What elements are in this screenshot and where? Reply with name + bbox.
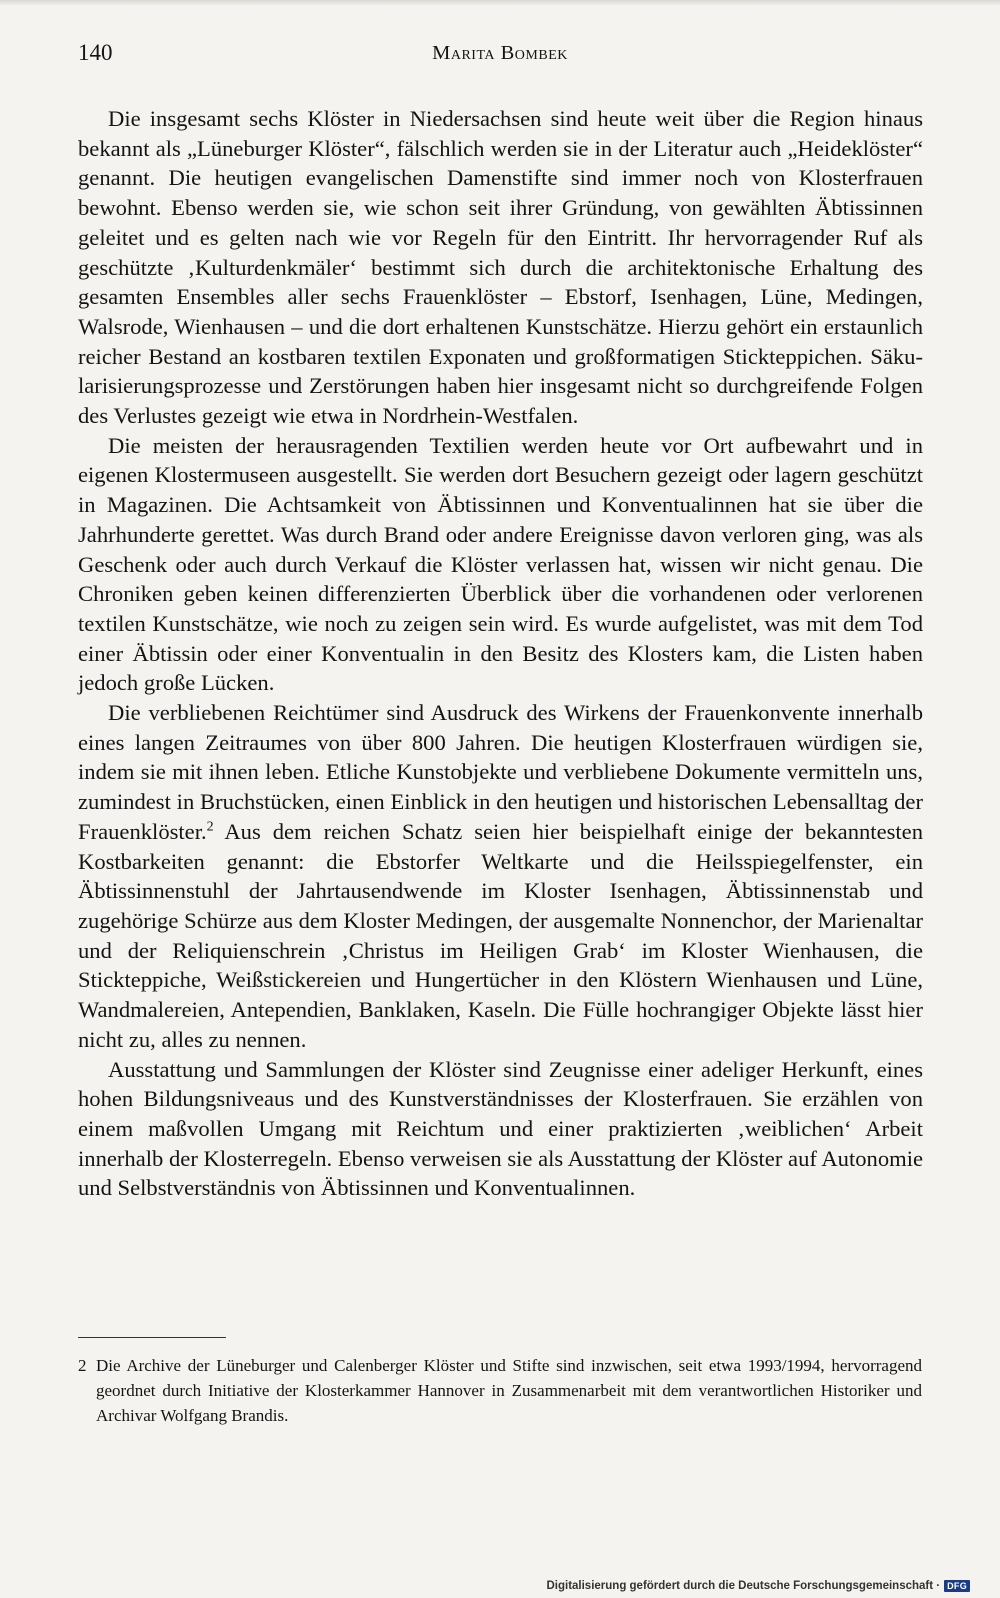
digitization-credit <box>546 1580 970 1592</box>
page-top-edge <box>0 0 1000 6</box>
paragraph-3-text-after: Aus dem reichen Schatz seien hier beispielhaft einige der bekanntesten Kostbarkeiten genannt: die Ebstorfer Weltkarte und die Heilsspiegelfenster, ein Äbtissinnenstuhl der Jahrtausendwende im Kloster Isenhagen, Äbtissinnenstab und zugehörige Schürze aus dem Kloster Medingen, der ausgemalte Nonnenchor, der Marienaltar und der Reliquienschrein ‚Christus im Heiligen Grab‘ im Kloster Wienhausen, die Stickteppiche, Weißstickereien und Hungertücher in den Klöstern Wienhausen und Lüne, Wandmalereien, Antependien, Banklaken, Kaseln. Die Fülle hochrangiger Objekte lässt hier nicht zu, alles zu nennen. <box>78 818 923 1052</box>
page-number: 140 <box>78 40 113 65</box>
footnote <box>78 1353 922 1428</box>
footnote-separator <box>78 1337 226 1338</box>
body-text <box>78 104 923 1203</box>
paragraph-4: Ausstattung und Sammlungen der Klöster sind Zeugnisse einer adeliger Herkunft, eines hohen Bildungsniveaus und des Kunstverständnisses der Klosterfrauen. Sie erzählen von einem maßvollen Umgang mit Reichtum und einer praktizierten ‚weiblichen‘ Arbeit innerhalb der Klosterregeln. Ebenso verweisen sie als Ausstattung der Klöster auf Autonomie und Selbstverständnis von Äbtissinnen und Konventualinnen. <box>78 1056 923 1201</box>
footnote-reference[interactable]: 2 <box>206 819 214 835</box>
footnote-number: 2 <box>78 1356 87 1375</box>
paragraph-3-text-before: Die verbliebenen Reichtümer sind Ausdruck des Wirkens der Frauenkonvente innerhalb eines langen Zeitraumes von über 800 Jahren. Die heutigen Klosterfrauen würdigen sie, indem sie mit ihnen leben. Etliche Kunstobjekte und verbliebene Dokumente vermitteln uns, zumindest in Bruchstücken, einen Einblick in den heutigen und historischen Lebensalltag der Frauenklöster. <box>78 700 923 844</box>
running-header <box>78 40 922 74</box>
credit-text: Digitalisierung gefördert durch die Deutsche Forschungsgemeinschaft · <box>546 1580 941 1592</box>
paragraph-1: Die insgesamt sechs Klöster in Niedersachsen sind heute weit über die Region hinaus bekannt als „Lüneburger Klöster“, fälschlich werden sie in der Literatur auch „Heideklöster“ genannt. Die heutigen evangelischen Damenstifte sind immer noch von Klosterfrauen bewohnt. Ebenso werden sie, wie schon seit ihrer Gründung, von gewählten Äbtissinnen geleitet und es gelten nach wie vor Regeln für den Eintritt. Ihr hervorragender Ruf als geschützte ‚Kulturdenkmäler‘ bestimmt sich durch die architektonische Erhaltung des gesamten Ensembles aller sechs Frauenklöster – Ebstorf, Isenhagen, Lüne, Medingen, Walsrode, Wienhausen – und die dort erhaltenen Kunstschätze. Hierzu gehört ein erstaunlich reicher Bestand an kostbaren textilen Exponaten und großformatigen Stickteppichen. Säkularisierungsprozesse und Zerstörungen haben hier insgesamt nicht so durchgreifende Folgen des Verlustes gezeigt wie etwa in Nordrhein-Westfalen. <box>78 106 923 429</box>
paragraph-2: Die meisten der herausragenden Textilien werden heute vor Ort aufbewahrt und in eigenen Klostermuseen ausgestellt. Sie werden dort Besuchern gezeigt oder lagern geschützt in Magazinen. Die Achtsamkeit von Äbtissinnen und Konventualinnen hat sie über die Jahrhunderte gerettet. Was durch Brand oder andere Ereignisse davon verloren ging, was als Geschenk oder auch durch Verkauf die Klöster verlassen hat, wissen wir nicht genau. Die Chroniken geben keinen differenzierten Überblick über die vorhandenen oder verlorenen textilen Kunstschätze, wie noch zu zeigen sein wird. Es wurde aufgelistet, was mit dem Tod einer Äbtissin oder einer Konventualin in den Besitz des Klosters kam, die Listen haben jedoch große Lücken. <box>78 432 923 696</box>
running-head-author: Marita Bombek <box>432 42 568 64</box>
dfg-logo-icon: DFG <box>944 1580 970 1592</box>
paragraph-3 <box>78 698 923 1054</box>
footnote-text: Die Archive der Lüneburger und Calenberger Klöster und Stifte sind inzwischen, seit etwa 1993/1994, hervorragend geordnet durch Initiative der Klosterkammer Hannover in Zusammenarbeit mit dem verantwortlichen Historiker und Archivar Wolfgang Brandis. <box>96 1356 922 1425</box>
